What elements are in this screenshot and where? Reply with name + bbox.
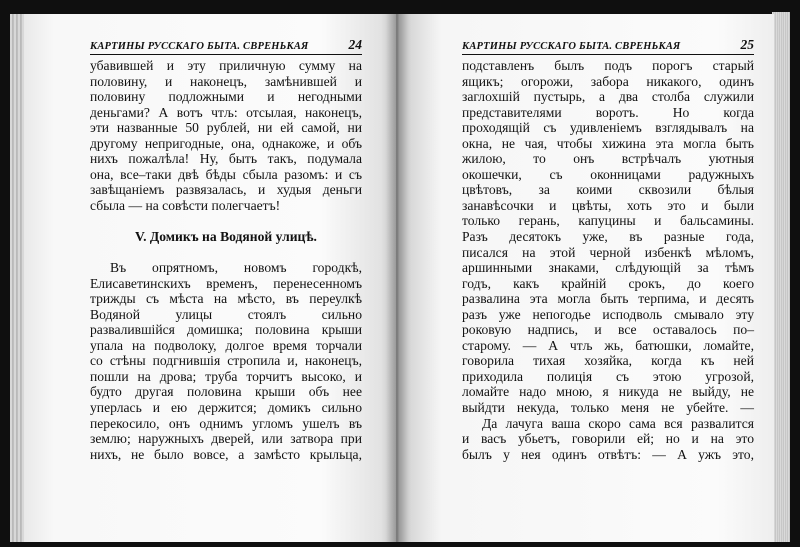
text-line: и васъ убьетъ, говорили ей; но и на это [462, 431, 754, 447]
text-line: жилою, то онъ встрѣчалъ уютныя [462, 151, 754, 167]
running-title: КАРТИНЫ РУССКАГО БЫТА. СВРЕНЬКАЯ [462, 41, 681, 52]
right-page-edges [772, 12, 790, 542]
text-line: нихъ пожалѣла! Ну, быть такъ, подумала [90, 151, 362, 167]
text-line: Въ опрятномъ, новомъ городкѣ, [110, 260, 362, 276]
text-line: упала на подволоку, долгое время торчали [90, 337, 362, 353]
text-line: разъ уже непогодье исподволь смывало эту [462, 306, 754, 322]
text-line: завѣщаніемъ развязалась, и худыя деньги [90, 182, 362, 198]
text-line: роковую надпись, и все оставалось по– [462, 322, 754, 338]
text-line: былъ у нея одинъ отвѣтъ: — А ужъ это, [462, 446, 754, 462]
text-line: пошли на дрова; труба торчитъ высоко, и [90, 368, 362, 384]
text-line: ломайте надо мною, я никуда не выйду, не [462, 384, 754, 400]
text-line: приходила полиція съ этою угрозой, [462, 368, 754, 384]
text-line: проходящій съ удивленіемъ взглядывалъ на [462, 120, 754, 136]
book-spine-shadow [386, 14, 408, 542]
text-line: землю; наружныхъ дверей, или затвора при [90, 431, 362, 447]
text-line: подставленъ былъ подъ порогъ старый [462, 58, 754, 73]
right-page-text [462, 58, 754, 462]
text-line: окна, не чая, чтобы хижина эта могла быть [462, 135, 754, 151]
text-line: развалина эта могла быть терпима, и десять [462, 291, 754, 307]
right-page[interactable] [396, 14, 774, 542]
chapter-heading: V. Домикъ на Водяной улицѣ. [135, 229, 317, 245]
text-line: Да лачуга ваша скоро сама вся развалится [482, 415, 754, 431]
text-line: цвѣтовъ, за коими сквозили бѣлыя [462, 182, 754, 198]
text-line: нихъ, не было вовсе, а замѣсто крыльца, [90, 446, 362, 462]
text-line: выйдти некуда, только меня не убейте. — [462, 400, 754, 416]
text-line: она, все–таки двѣ бѣды сбыла разомъ: и съ [90, 166, 362, 182]
text-line: перекосило, онъ однимъ угломъ ушелъ въ [90, 415, 362, 431]
text-line: годъ, какъ крайній срокъ, до коего [462, 275, 754, 291]
text-line: ящикъ; огорожи, забора никакого, одинъ [462, 73, 754, 89]
text-line: со стѣны подгнившія стропила и, наконецъ, [90, 353, 362, 369]
left-page[interactable] [24, 14, 396, 542]
text-line: писался на этой черной избенкѣ мѣломъ, [462, 244, 754, 260]
text-line: другому непригодные, она, однакоже, и объ [90, 135, 362, 151]
text-line: половину, и наконецъ, замѣнившей и [90, 73, 362, 89]
text-line: только герань, капуцины и бальсамины. [462, 213, 754, 229]
text-line: говорила тихая хозяйка, когда къ ней [462, 353, 754, 369]
text-line: Елисаветинскихъ временъ, перенесенномъ [90, 275, 362, 291]
text-line: представителями воротъ. Но когда [462, 104, 754, 120]
running-title: КАРТИНЫ РУССКАГО БЫТА. СВРЕНЬКАЯ [90, 41, 309, 52]
text-line: развалившійся домишка; половина крыши [90, 322, 362, 338]
text-line: окошечки, съ оконницами радужныхъ [462, 166, 754, 182]
text-line: деньгами? А вотъ чтљ: отсылая, наконецъ, [90, 104, 362, 120]
text-line: сбыла — на совѣсти полегчаетъ! [90, 197, 281, 213]
text-line: убавившей и эту приличную сумму на [90, 58, 362, 73]
text-line: заглохшій пустырь, а два столба служили [462, 89, 754, 105]
page-number: 24 [348, 37, 362, 52]
text-line: Водяной улицы стоялъ сильно [90, 306, 362, 322]
text-line: трижды съ мѣста на мѣсто, въ переулкѣ [90, 291, 362, 307]
text-line: эти названные 50 рублей, ни ей самой, ни [90, 120, 362, 136]
left-page-header [90, 32, 362, 55]
page-number: 25 [740, 37, 754, 52]
text-line: Разъ десятокъ уже, въ разные года, [462, 229, 754, 245]
blank-line [90, 245, 362, 261]
text-line: половину подложными и негодными [90, 89, 362, 105]
blank-line [90, 213, 362, 229]
text-line: старому. — А чтљ жь, батюшки, ломайте, [462, 337, 754, 353]
right-page-header [462, 32, 754, 55]
text-line: будто другая половина крыши объ нее [90, 384, 362, 400]
text-line: аршинными знаками, слѣдующій за тѣмъ [462, 260, 754, 276]
left-page-text [90, 58, 362, 462]
text-line: занавѣсочки и цвѣты, хоть это и были [462, 197, 754, 213]
text-line: уперлась и ею держится; домикъ сильно [90, 400, 362, 416]
